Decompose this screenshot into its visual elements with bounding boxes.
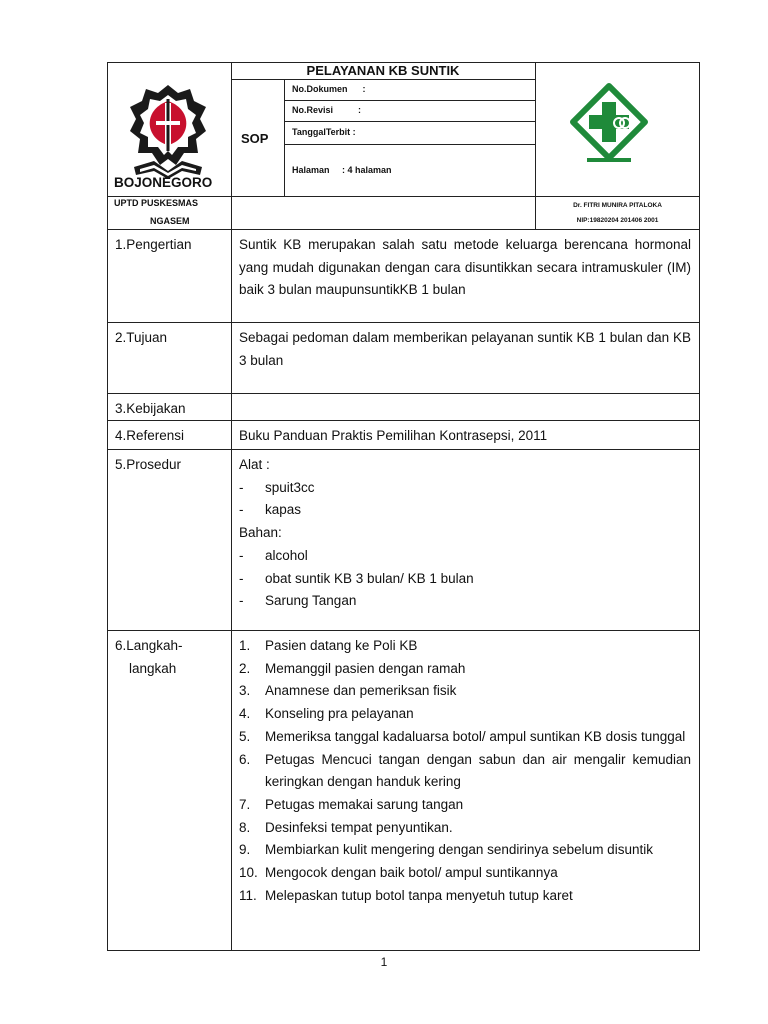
referensi-text: Buku Panduan Praktis Pemilihan Kontrasepsi, 2011 <box>239 428 548 443</box>
tujuan-text: Sebagai pedoman dalam memberikan pelayanan suntik KB 1 bulan dan KB 3 bulan <box>239 330 691 368</box>
list-item: 10. Mengocok dengan baik botol/ ampul suntikannya <box>239 865 558 881</box>
no-revisi-field: No.Revisi : <box>292 105 362 115</box>
section-pengertian <box>107 229 700 323</box>
sop-label: SOP <box>241 131 269 146</box>
list-item: 9. Membiarkan kulit mengering dengan sendirinya sebelum disuntik <box>239 842 653 858</box>
alat-heading: Alat : <box>239 457 270 472</box>
list-item: - obat suntik KB 3 bulan/ KB 1 bulan <box>239 570 474 586</box>
bojonegoro-emblem-logo <box>126 81 210 185</box>
section-langkah <box>107 631 700 951</box>
halaman-field: Halaman : 4 halaman <box>292 165 392 175</box>
langkah-steps-list <box>239 635 691 907</box>
list-item: - spuit3cc <box>239 479 315 495</box>
list-item: 11. Melepaskan tutup botol tanpa menyetuh tutup karet <box>239 887 573 903</box>
list-item: 2. Memanggil pasien dengan ramah <box>239 660 466 676</box>
bahan-heading: Bahan: <box>239 525 282 541</box>
list-item: 4. Konseling pra pelayanan <box>239 706 414 722</box>
page-number: 1 <box>380 955 388 969</box>
list-item: 1. Pasien datang ke Poli KB <box>239 638 418 653</box>
list-item: 8. Desinfeksi tempat penyuntikan. <box>239 819 453 835</box>
list-item: 5. Memeriksa tanggal kadaluarsa botol/ ampul suntikan KB dosis tunggal <box>239 728 686 744</box>
document-title: PELAYANAN KB SUNTIK <box>306 63 460 78</box>
signer-name: Dr. FITRI MUNIRA PITALOKA <box>573 202 662 209</box>
section-tujuan <box>107 323 700 394</box>
prosedur-content <box>239 454 691 613</box>
section-label: 4.Referensi <box>115 428 185 443</box>
unit-name-line1: UPTD PUSKESMAS <box>114 198 199 208</box>
section-prosedur <box>107 450 700 631</box>
list-item: - Sarung Tangan <box>239 593 357 609</box>
puskesmas-logo <box>569 82 649 178</box>
document-header-table <box>107 62 700 230</box>
section-label: 2.Tujuan <box>115 330 168 345</box>
list-item: 7. Petugas memakai sarung tangan <box>239 796 464 812</box>
section-label: 1.Pengertian <box>115 237 192 252</box>
signer-nip: NIP:19820204 201406 2001 <box>576 217 659 224</box>
list-item: 6. Petugas Mencuci tangan dengan sabun dan air mengalir kemudian keringkan dengan handuk kering <box>239 751 691 790</box>
no-dokumen-field: No.Dokumen : <box>292 84 366 94</box>
org-name: BOJONEGORO <box>114 175 213 190</box>
section-label: 3.Kebijakan <box>115 401 186 416</box>
list-item: - alcohol <box>239 547 308 563</box>
list-item: 3. Anamnese dan pemeriksan fisik <box>239 683 457 699</box>
section-kebijakan <box>107 394 700 421</box>
section-label: 5.Prosedur <box>115 457 182 472</box>
tanggal-terbit-field: TanggalTerbit : <box>292 127 356 137</box>
unit-name-line2: NGASEM <box>150 216 190 226</box>
pengertian-text: Suntik KB merupakan salah satu metode keluarga berencana hormonal yang mudah digunakan dengan cara disuntikkan secara intramuskuler (IM) baik 3 bulan maupunsuntikKB 1 bulan <box>239 237 691 298</box>
section-referensi <box>107 421 700 450</box>
list-item: - kapas <box>239 502 302 518</box>
section-label: 6.Langkah- langkah <box>115 638 183 676</box>
